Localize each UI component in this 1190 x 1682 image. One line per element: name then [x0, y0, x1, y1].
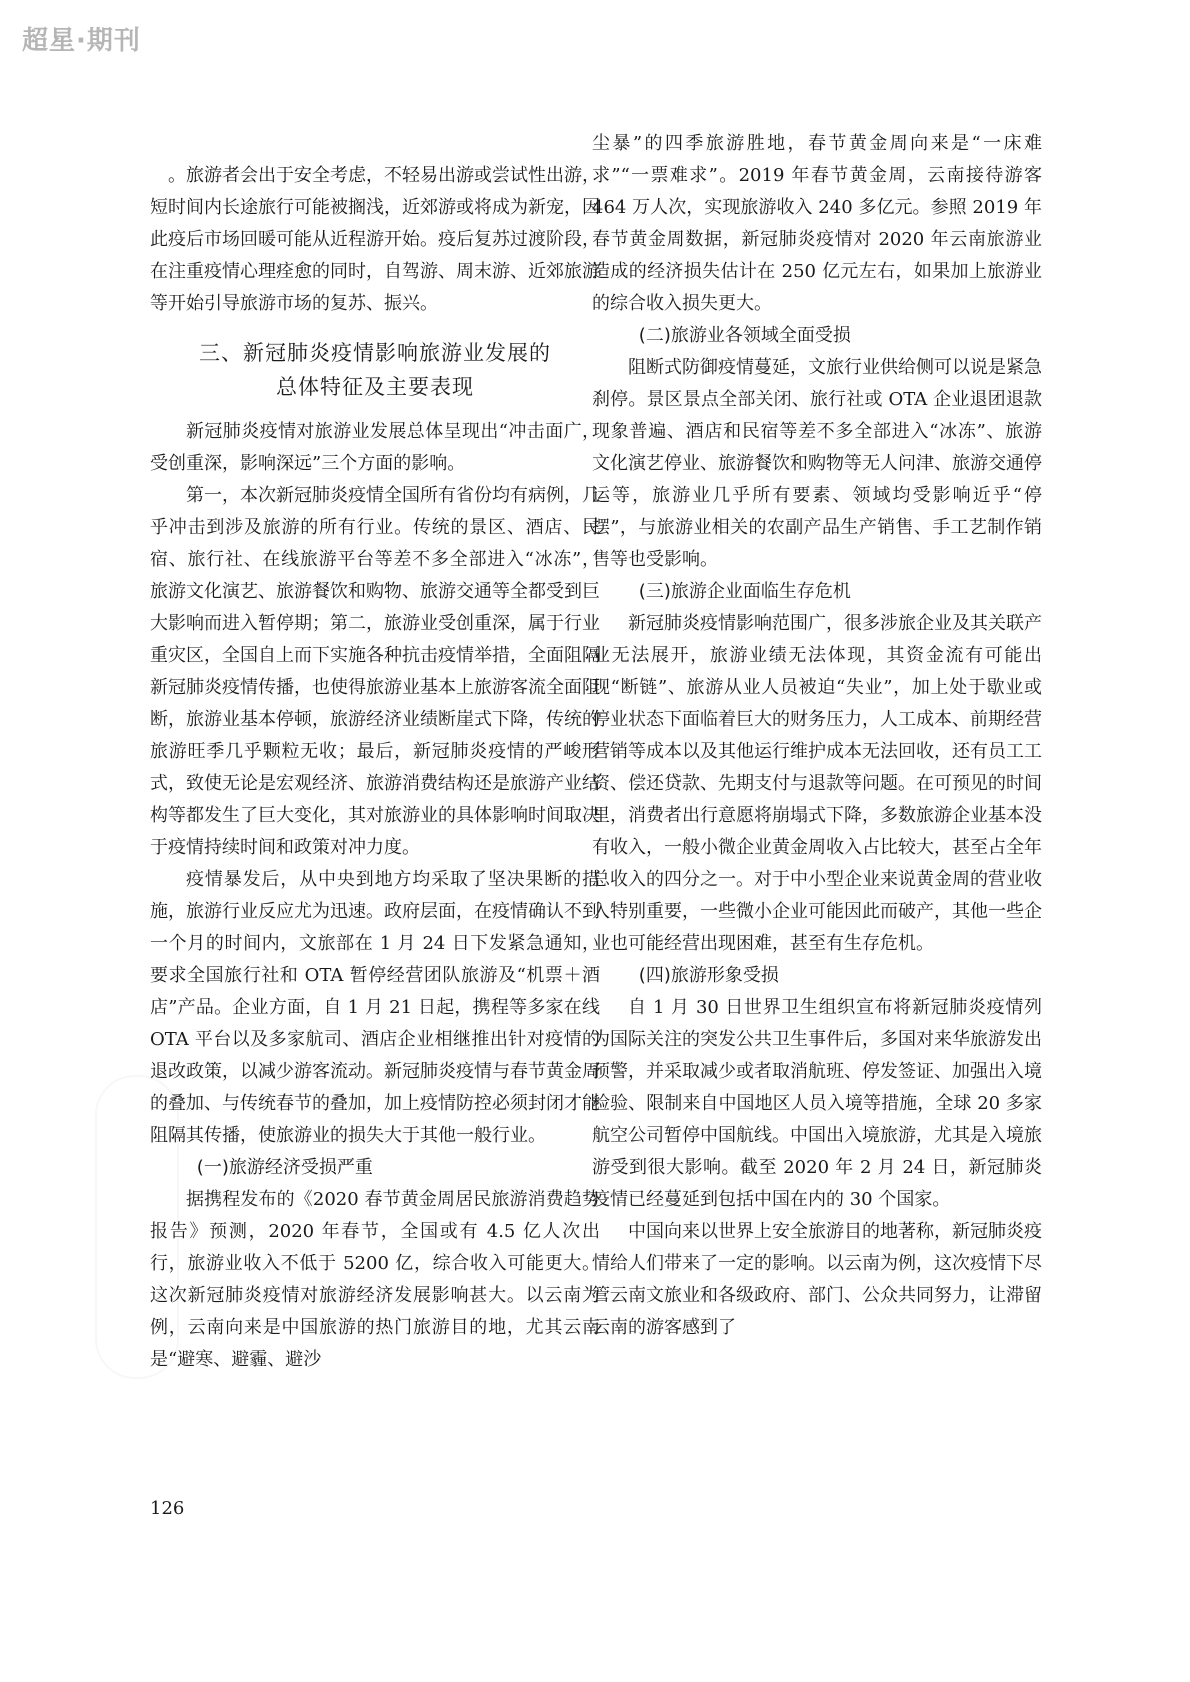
paragraph: 新冠肺炎疫情影响范围广，很多涉旅企业及其关联产业无法展开，旅游业绩无法体现，其资金流有可能出现“断链”、旅游从业人员被迫“失业”，加上处于歇业或停业状态下面临着巨大的财务压力，人工成本、前期经营营销等成本以及其他运行维护成本无法回收，还有员工工资、偿还贷款、先期支付与退款等问题。在可预见的时间里，消费者出行意愿将崩塌式下降，多数旅游企业基本没有收入，一般小微企业黄金周收入占比较大，甚至占全年总收入的四分之一。对于中小型企业来说黄金周的营业收入特别重要，一些微小企业可能因此而破产，其他一些企业也可能经营出现困难，甚至有生存危机。 [592, 613, 1042, 954]
paragraph: 中国向来以世界上安全旅游目的地著称，新冠肺炎疫情给人们带来了一定的影响。以云南为例，这次疫情下尽管云南文旅业和各级政府、部门、公众共同努力，让滞留云南的游客感到了 [592, 1221, 1042, 1338]
paragraph: 尘暴”的四季旅游胜地，春节黄金周向来是“一床难求”“一票难求”。2019 年春节黄金周，云南接待游客 464 万人次，实现旅游收入 240 多亿元。参照 2019 年春节黄金周数据，新冠肺炎疫情对 2020 年云南旅游业造成的经济损失估计在 250 亿元左右，如果加上旅游业的综合收入损失更大。 [592, 133, 1042, 314]
paragraph: 第一，本次新冠肺炎疫情全国所有省份均有病例，几乎冲击到涉及旅游的所有行业。传统的景区、酒店、民宿、旅行社、在线旅游平台等差不多全部进入“冰冻”，旅游文化演艺、旅游餐饮和购物、旅游交通等全都受到巨大影响而进入暂停期；第二，旅游业受创重深，属于行业重灾区，全国自上而下实施各种抗击疫情举措，全面阻隔新冠肺炎疫情传播，也使得旅游业基本上旅游客流全面阻断，旅游业基本停顿，旅游经济业绩断崖式下降，传统的旅游旺季几乎颗粒无收；最后，新冠肺炎疫情的严峻形式，致使无论是宏观经济、旅游消费结构还是旅游产业结构等都发生了巨大变化，其对旅游业的具体影响时间取决于疫情持续时间和政策对冲力度。 [150, 485, 600, 858]
section-heading-line2: 总体特征及主要表现 [276, 375, 474, 399]
paragraph: 据携程发布的《2020 春节黄金周居民旅游消费趋势报告》预测，2020 年春节，全国或有 4.5 亿人次出行，旅游业收入不低于 5200 亿，综合收入可能更大。这次新冠肺炎疫情对旅游经济发展影响甚大。以云南为例，云南向来是中国旅游的热门旅游目的地，尤其云南是“避寒、避霾、避沙 [150, 1189, 600, 1370]
subsection-heading: (二)旅游业各领域全面受损 [638, 325, 851, 346]
page-number: 126 [150, 1498, 185, 1519]
section-heading-line1: 三、新冠肺炎疫情影响旅游业发展的 [199, 341, 551, 365]
paragraph: 疫情暴发后，从中央到地方均采取了坚决果断的措施，旅游行业反应尤为迅速。政府层面，在疫情确认不到一个月的时间内，文旅部在 1 月 24 日下发紧急通知，要求全国旅行社和 OTA 暂停经营团队旅游及“机票＋酒店”产品。企业方面，自 1 月 21 日起，携程等多家在线 OTA 平台以及多家航司、酒店企业相继推出针对疫情的退改政策，以减少游客流动。新冠肺炎疫情与春节黄金周的叠加、与传统春节的叠加，加上疫情防控必须封闭才能阻隔其传播，使旅游业的损失大于其他一般行业。 [150, 869, 600, 1146]
right-column [592, 128, 1042, 1344]
section-heading [150, 336, 600, 404]
paragraph: 阻断式防御疫情蔓延，文旅行业供给侧可以说是紧急刹停。景区景点全部关闭、旅行社或 OTA 企业退团退款现象普遍、酒店和民宿等差不多全部进入“冰冻”、旅游文化演艺停业、旅游餐饮和购物等无人问津、旅游交通停运等，旅游业几乎所有要素、领域均受影响近乎“停摆”，与旅游业相关的农副产品生产销售、手工艺制作销售等也受影响。 [592, 357, 1042, 570]
paragraph: 。旅游者会出于安全考虑，不轻易出游或尝试性出游，短时间内长途旅行可能被搁浅，近郊游或将成为新宠，因此疫后市场回暖可能从近程游开始。疫后复苏过渡阶段，在注重疫情心理痊愈的同时，自驾游、周末游、近郊旅游等开始引导旅游市场的复苏、振兴。 [150, 165, 600, 314]
paragraph: 新冠肺炎疫情对旅游业发展总体呈现出“冲击面广，受创重深，影响深远”三个方面的影响。 [150, 421, 600, 474]
left-column [150, 160, 600, 1376]
subsection-heading: (三)旅游企业面临生存危机 [638, 581, 851, 602]
subsection-heading: (一)旅游经济受损严重 [196, 1157, 373, 1178]
paragraph: 自 1 月 30 日世界卫生组织宣布将新冠肺炎疫情列为国际关注的突发公共卫生事件后，多国对来华旅游发出预警，并采取减少或者取消航班、停发签证、加强出入境检验、限制来自中国地区人员入境等措施，全球 20 多家航空公司暂停中国航线。中国出入境旅游，尤其是入境旅游受到很大影响。截至 2020 年 2 月 24 日，新冠肺炎疫情已经蔓延到包括中国在内的 30 个国家。 [592, 997, 1042, 1210]
subsection-heading: (四)旅游形象受损 [638, 965, 779, 986]
publisher-logo: 超星·期刊 [22, 26, 141, 56]
